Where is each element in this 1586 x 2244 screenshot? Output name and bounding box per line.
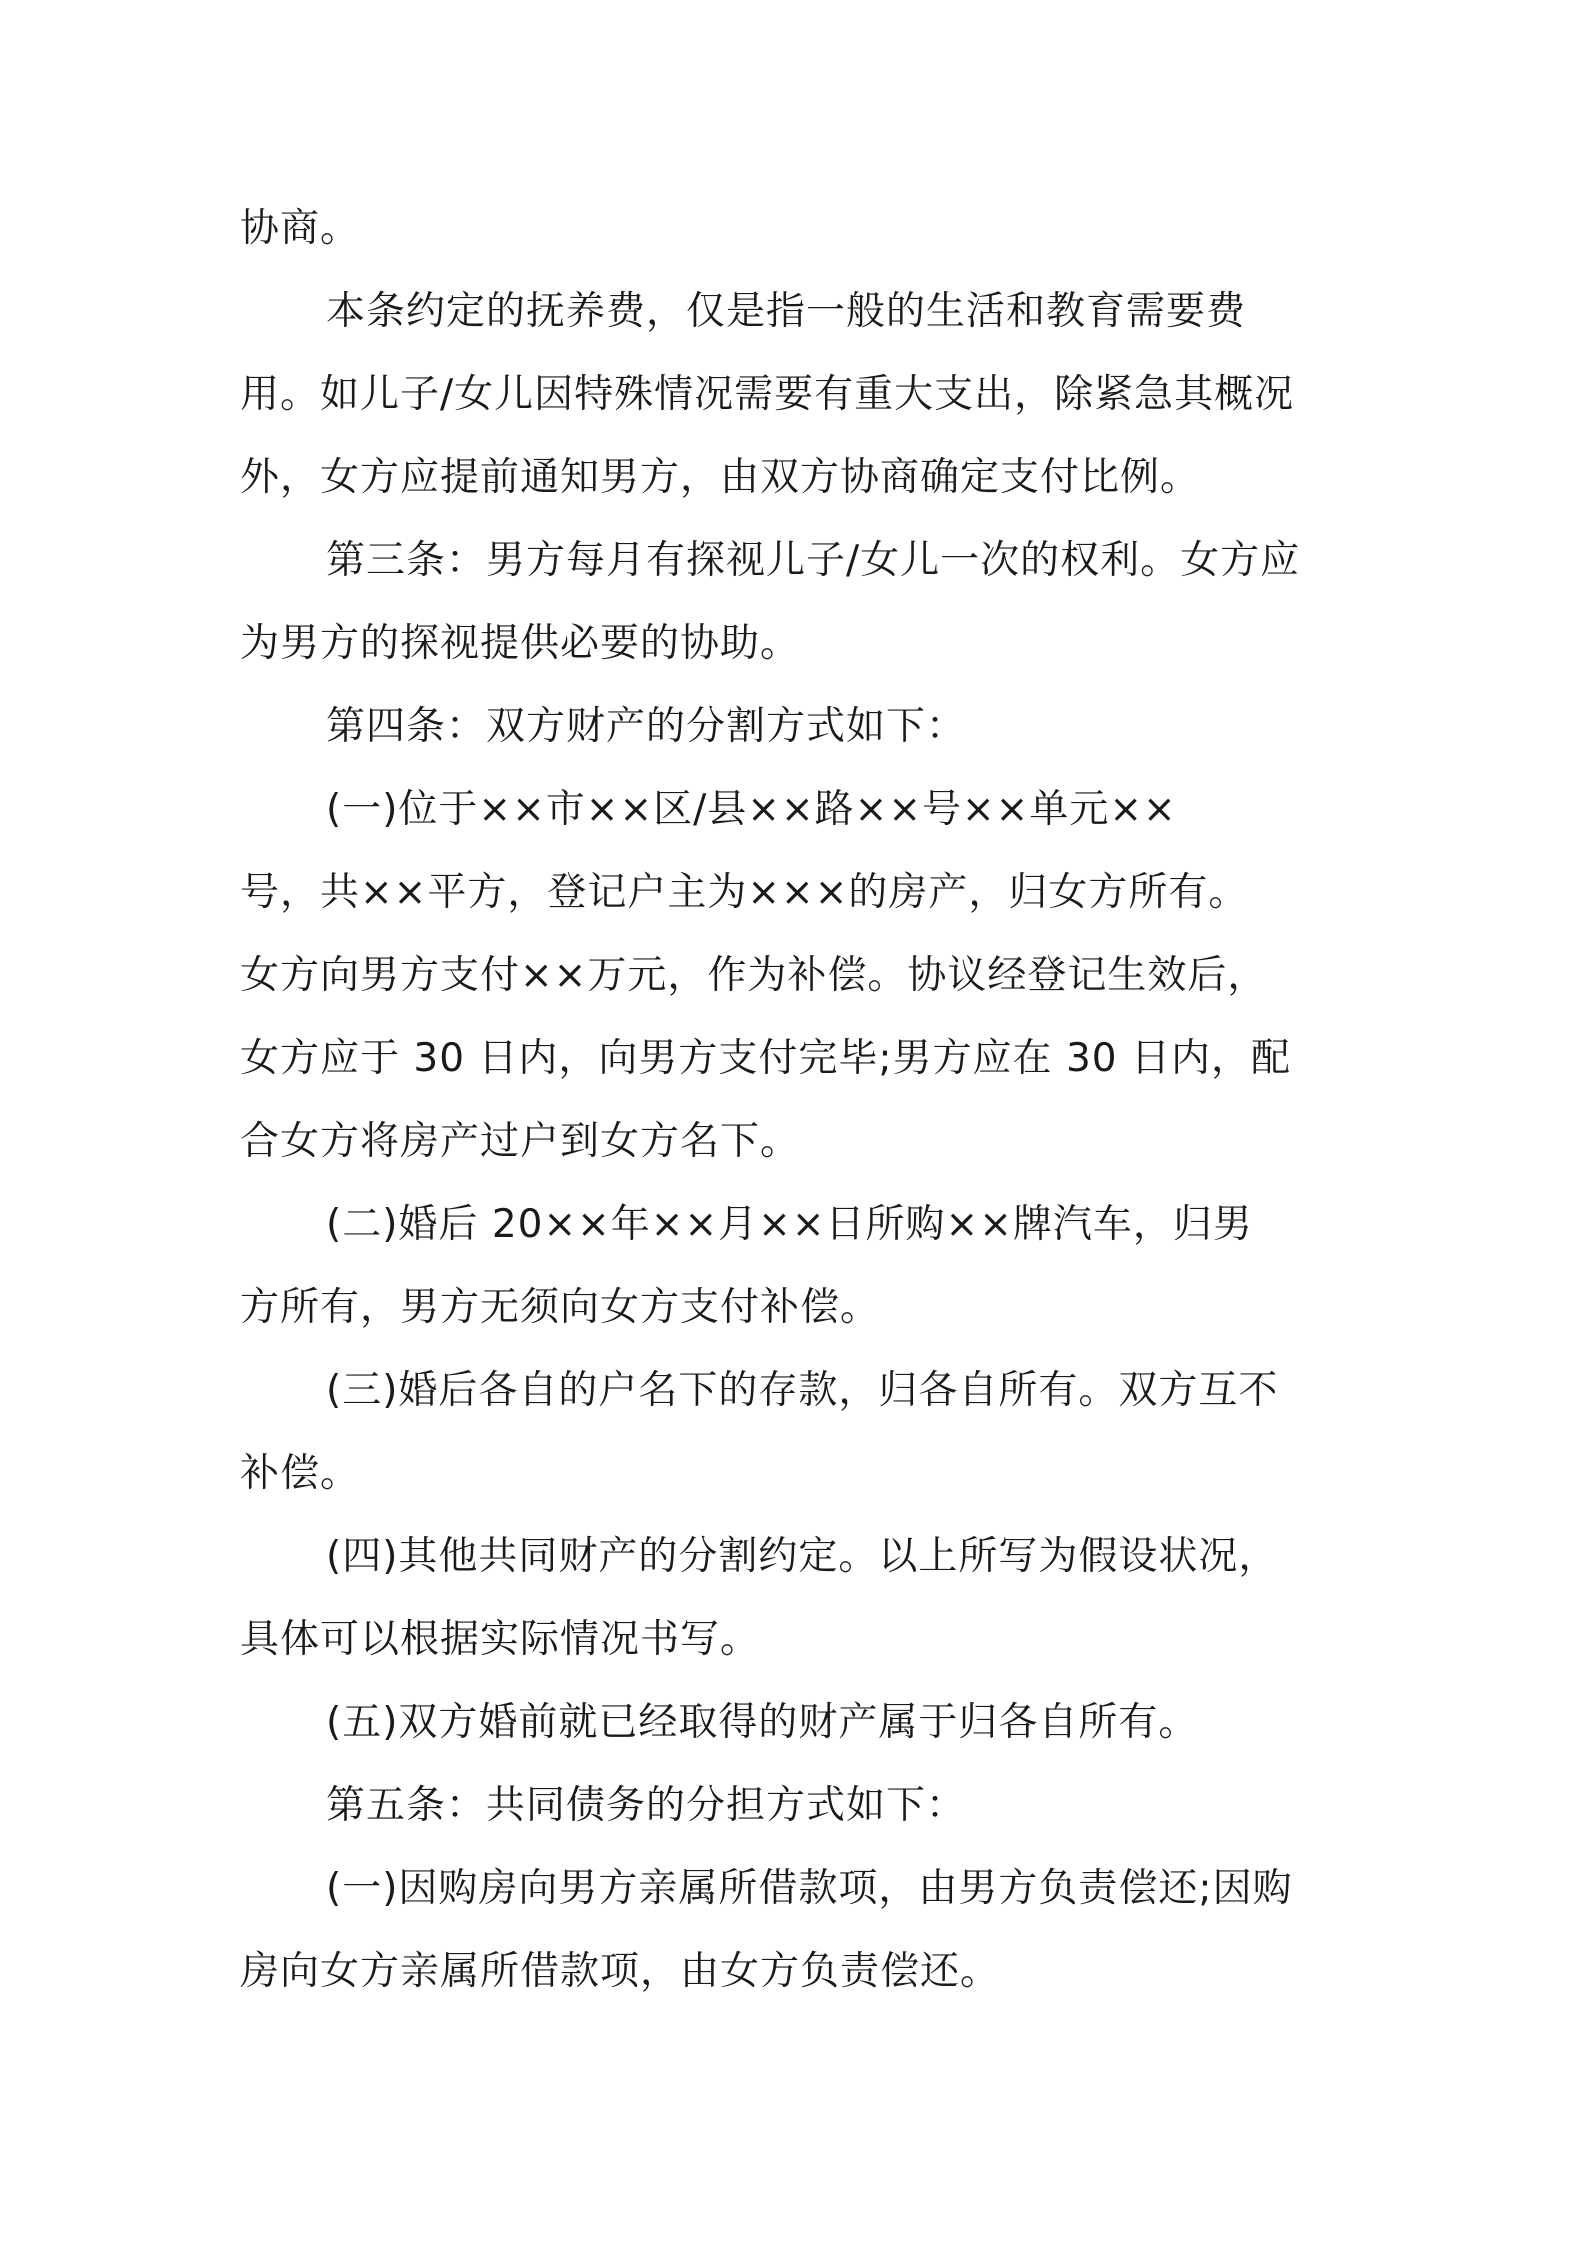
text-line: 女方应于 30 日内，向男方支付完毕;男方应在 30 日内，配 xyxy=(240,1036,1291,1081)
text-line: 第三条：男方每月有探视儿子/女儿一次的权利。女方应 xyxy=(326,538,1301,583)
text-line: 补偿。 xyxy=(240,1451,361,1496)
text-line: (三)婚后各自的户名下的存款，归各自所有。双方互不 xyxy=(326,1368,1279,1413)
text-line: 为男方的探视提供必要的协助。 xyxy=(240,621,801,666)
document-body xyxy=(240,187,1360,2013)
text-line: (一)因购房向男方亲属所借款项，由男方负责偿还;因购 xyxy=(326,1866,1293,1911)
text-line: (五)双方婚前就已经取得的财产属于归各自所有。 xyxy=(326,1700,1199,1745)
text-line: 本条约定的抚养费，仅是指一般的生活和教育需要费 xyxy=(326,289,1247,334)
text-line: 合女方将房产过户到女方名下。 xyxy=(240,1119,801,1164)
text-line: (四)其他共同财产的分割约定。以上所写为假设状况， xyxy=(326,1534,1279,1579)
text-line: (二)婚后 20××年××月××日所购××牌汽车，归男 xyxy=(326,1202,1253,1247)
text-line: 第五条：共同债务的分担方式如下： xyxy=(326,1783,967,1828)
text-line: 第四条：双方财产的分割方式如下： xyxy=(326,704,967,749)
text-line: 协商。 xyxy=(240,206,361,251)
text-line: 方所有，男方无须向女方支付补偿。 xyxy=(240,1285,881,1330)
text-line: 女方向男方支付××万元，作为补偿。协议经登记生效后， xyxy=(240,953,1268,998)
text-line: 具体可以根据实际情况书写。 xyxy=(240,1617,761,1662)
text-line: (一)位于××市××区/县××路××号××单元×× xyxy=(326,787,1177,832)
text-line: 房向女方亲属所借款项，由女方负责偿还。 xyxy=(240,1949,1001,1994)
text-line: 外，女方应提前通知男方，由双方协商确定支付比例。 xyxy=(240,455,1201,500)
text-line: 号，共××平方，登记户主为×××的房产，归女方所有。 xyxy=(240,870,1249,915)
text-line: 用。如儿子/女儿因特殊情况需要有重大支出，除紧急其概况 xyxy=(240,372,1295,417)
